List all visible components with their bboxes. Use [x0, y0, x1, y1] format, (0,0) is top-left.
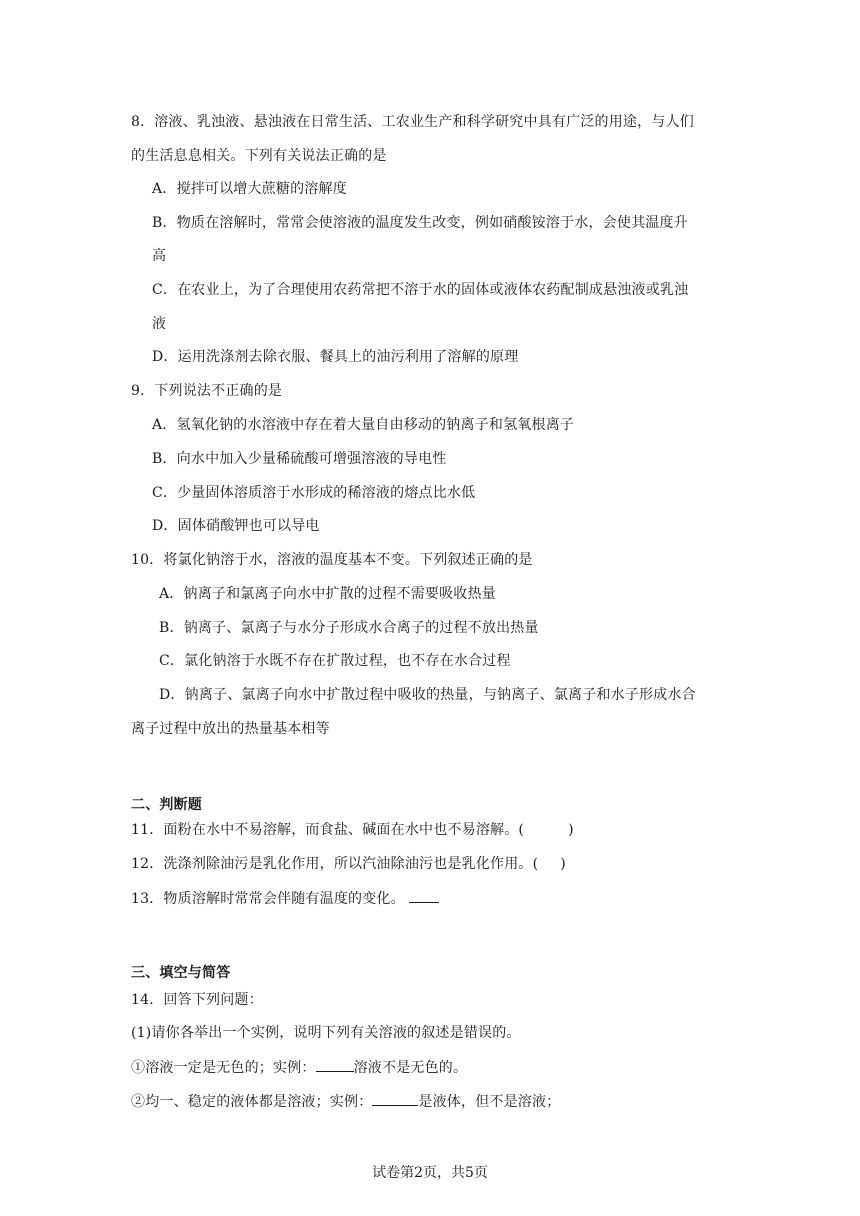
q10-stem: 10．将氯化钠溶于水，溶液的温度基本不变。下列叙述正确的是: [131, 552, 533, 568]
q10-option-d-line2: 离子过程中放出的热量基本相等: [131, 721, 330, 737]
q8-option-b-line2: 高: [152, 248, 167, 264]
q13-text: 13．物质溶解时常常会伴随有温度的变化。: [131, 891, 405, 907]
q13-answer-blank[interactable]: [409, 888, 439, 903]
q14-item1: [131, 1057, 467, 1078]
q14-item1-pre: ①溶液一定是无色的；实例：: [131, 1060, 316, 1076]
q8-option-d: D．运用洗涤剂去除衣服、餐具上的油污利用了溶解的原理: [152, 349, 519, 365]
q12-text: 12．洗涤剂除油污是乳化作用，所以汽油除油污也是乳化作用。(: [131, 856, 539, 872]
q8-stem-line1: 8．溶液、乳浊液、悬浊液在日常生活、工农业生产和科学研究中具有广泛的用途，与人们: [131, 114, 694, 130]
q13: [131, 888, 439, 909]
q8-option-c-line2: 液: [152, 316, 167, 332]
q11-text: 11．面粉在水中不易溶解，而食盐、碱面在水中也不易溶解。(: [131, 822, 525, 838]
q9-option-d: D．固体硝酸钾也可以导电: [152, 518, 320, 534]
q10-option-d-line1: D．钠离子、氯离子向水中扩散过程中吸收的热量，与钠离子、氯离子和水子形成水合: [159, 687, 696, 703]
q9-option-c: C．少量固体溶质溶于水形成的稀溶液的熔点比水低: [152, 485, 476, 501]
q14-stem: 14．回答下列问题：: [131, 992, 263, 1008]
page-footer: 试卷第2页，共5页: [372, 1165, 488, 1181]
q9-option-a: A．氢氧化钠的水溶液中存在着大量自由移动的钠离子和氢氧根离子: [152, 417, 575, 433]
q8-option-a: A．搅拌可以增大蔗糖的溶解度: [152, 181, 347, 197]
q14-item1-post: 溶液不是无色的。: [353, 1060, 468, 1076]
q10-option-c: C．氯化钠溶于水既不存在扩散过程，也不存在水合过程: [159, 653, 511, 669]
q10-option-b: B．钠离子、氯离子与水分子形成水合离子的过程不放出热量: [159, 620, 539, 636]
q8-stem-line2: 的生活息息相关。下列有关说法正确的是: [131, 148, 387, 164]
q12-close-paren: ): [560, 856, 566, 872]
q14-item2-blank[interactable]: [372, 1091, 418, 1106]
section-3-title: 三、填空与简答: [131, 965, 231, 981]
q14-item2-pre: ②均一、稳定的液体都是溶液；实例：: [131, 1094, 373, 1110]
q9-option-b: B．向水中加入少量稀硫酸可增强溶液的导电性: [152, 451, 447, 467]
q11-close-paren: ): [568, 822, 574, 838]
q14-sub1: (1)请你各举出一个实例，说明下列有关溶液的叙述是错误的。: [131, 1025, 521, 1041]
q9-stem: 9．下列说法不正确的是: [131, 383, 283, 399]
q11: [131, 820, 574, 840]
q14-item2-post: 是液体，但不是溶液；: [418, 1094, 561, 1110]
q14-item1-blank[interactable]: [316, 1057, 354, 1072]
q8-option-c-line1: C．在农业上，为了合理使用农药常把不溶于水的固体或液体农药配制成悬浊液或乳浊: [152, 282, 689, 298]
q10-option-a: A．钠离子和氯离子向水中扩散的过程不需要吸收热量: [159, 586, 496, 602]
q12: [131, 854, 566, 874]
section-2-title: 二、判断题: [131, 797, 202, 813]
q14-item2: [131, 1091, 560, 1112]
q8-option-b-line1: B．物质在溶解时，常常会使溶液的温度发生改变，例如硝酸铵溶于水，会使其温度升: [152, 215, 688, 231]
